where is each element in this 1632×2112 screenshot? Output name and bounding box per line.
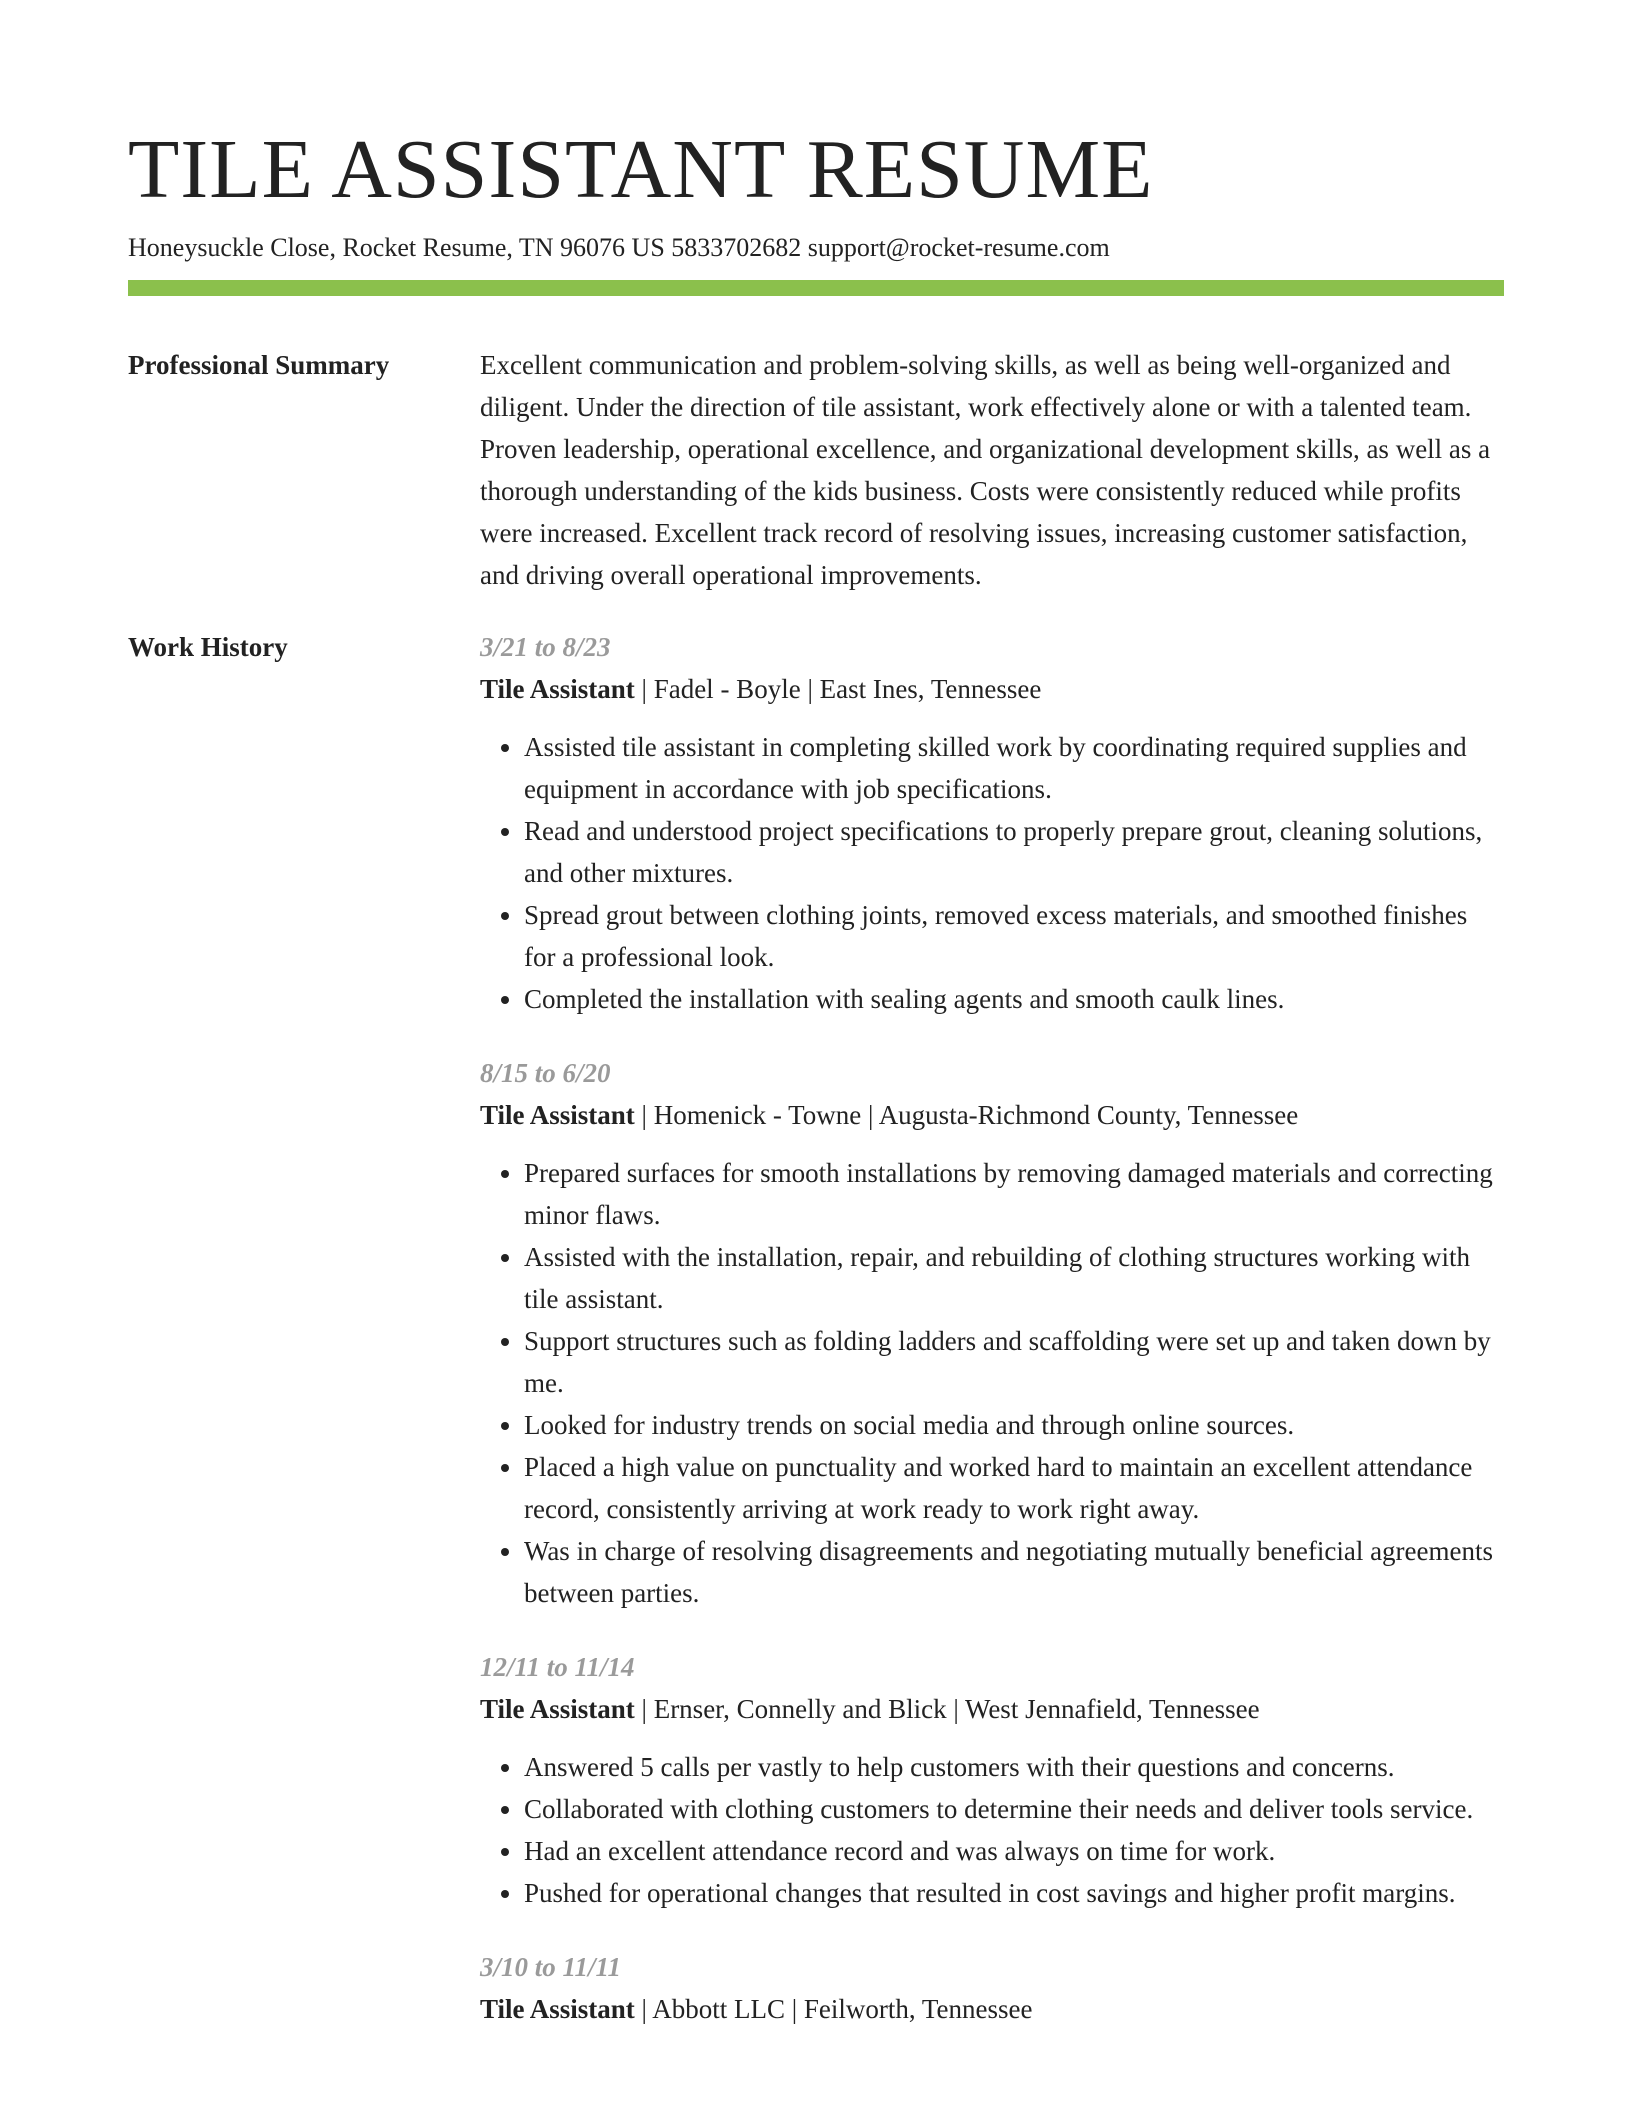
job-title: Tile Assistant bbox=[480, 1100, 635, 1130]
job-separator: | bbox=[634, 1694, 654, 1724]
work-history-label: Work History bbox=[128, 632, 288, 662]
job-title: Tile Assistant bbox=[480, 674, 635, 704]
job-location: East Ines, Tennessee bbox=[819, 674, 1042, 704]
job-heading bbox=[480, 1094, 1504, 1136]
job-duty-item: • Assisted tile assistant in completing skilled work by coordinating required supplies and equipment in accordance with job specifications. bbox=[524, 726, 1504, 810]
job-duty-item: • Pushed for operational changes that resulted in cost savings and higher profit margins. bbox=[524, 1872, 1504, 1914]
work-history-section bbox=[128, 626, 1504, 2062]
job-separator: | bbox=[634, 1994, 653, 2024]
job-duties-list bbox=[480, 726, 1504, 1020]
professional-summary-body bbox=[480, 344, 1504, 596]
professional-summary-section bbox=[128, 344, 1504, 596]
job-heading bbox=[480, 1988, 1504, 2030]
job-location: Augusta-Richmond County, Tennessee bbox=[878, 1100, 1299, 1130]
job-duty-item: • Placed a high value on punctuality and worked hard to maintain an excellent attendance record, consistently arriving at work ready to work right away. bbox=[524, 1446, 1504, 1530]
job-duty-item: • Read and understood project specifications to properly prepare grout, cleaning solutions, and other mixtures. bbox=[524, 810, 1504, 894]
job-duty-item: • Support structures such as folding ladders and scaffolding were set up and taken down by me. bbox=[524, 1320, 1504, 1404]
job-company: Homenick - Towne bbox=[653, 1100, 862, 1130]
job-duty-item: • Looked for industry trends on social media and through online sources. bbox=[524, 1404, 1504, 1446]
job-heading bbox=[480, 668, 1504, 710]
professional-summary-label: Professional Summary bbox=[128, 350, 390, 380]
job-duty-item: • Completed the installation with sealing agents and smooth caulk lines. bbox=[524, 978, 1504, 1020]
job-title: Tile Assistant bbox=[480, 1994, 635, 2024]
job-separator: | bbox=[634, 1100, 654, 1130]
resume-title: TILE ASSISTANT RESUME bbox=[128, 123, 1154, 216]
job-entry bbox=[480, 626, 1504, 1020]
job-dates: 3/10 to 11/11 bbox=[480, 1952, 622, 1982]
job-dates: 8/15 to 6/20 bbox=[480, 1058, 611, 1088]
job-location: West Jennafield, Tennessee bbox=[965, 1694, 1260, 1724]
job-duties-list bbox=[480, 1152, 1504, 1614]
job-dates: 3/21 to 8/23 bbox=[480, 632, 611, 662]
job-entry bbox=[480, 1946, 1504, 2030]
job-company: Abbott LLC bbox=[652, 1994, 785, 2024]
job-entry bbox=[480, 1052, 1504, 1614]
professional-summary-text: Excellent communication and problem-solving skills, as well as being well-organized and diligent. Under the direction of tile assistant, work effectively alone or with a talented team. Proven leadership, operational excellence, and organizational development skills, as well as a thorough understanding of the kids business. Costs were consistently reduced while profits were increased. Excellent track record of resolving issues, increasing customer satisfaction, and driving overall operational improvements. bbox=[480, 350, 1491, 590]
job-duty-item: • Was in charge of resolving disagreements and negotiating mutually beneficial agreements between parties. bbox=[524, 1530, 1504, 1614]
header-divider bbox=[128, 280, 1504, 296]
job-duty-item: • Answered 5 calls per vastly to help customers with their questions and concerns. bbox=[524, 1746, 1504, 1788]
job-separator: | bbox=[800, 674, 820, 704]
job-heading bbox=[480, 1688, 1504, 1730]
job-duty-item: • Assisted with the installation, repair, and rebuilding of clothing structures working with tile assistant. bbox=[524, 1236, 1504, 1320]
job-duty-item: • Spread grout between clothing joints, removed excess materials, and smoothed finishes for a professional look. bbox=[524, 894, 1504, 978]
job-duties-list bbox=[480, 1746, 1504, 1914]
job-separator: | bbox=[634, 674, 654, 704]
job-duty-item: • Had an excellent attendance record and was always on time for work. bbox=[524, 1830, 1504, 1872]
job-separator: | bbox=[784, 1994, 804, 2024]
job-location: Feilworth, Tennessee bbox=[803, 1994, 1033, 2024]
job-entry bbox=[480, 1646, 1504, 1914]
job-separator: | bbox=[861, 1100, 879, 1130]
job-duty-item: • Prepared surfaces for smooth installations by removing damaged materials and correcting minor flaws. bbox=[524, 1152, 1504, 1236]
job-separator: | bbox=[946, 1694, 965, 1724]
job-duty-item: • Collaborated with clothing customers to determine their needs and deliver tools service. bbox=[524, 1788, 1504, 1830]
work-history-list bbox=[480, 626, 1504, 2062]
job-dates: 12/11 to 11/14 bbox=[480, 1652, 635, 1682]
contact-line: Honeysuckle Close, Rocket Resume, TN 96076 US 5833702682 support@rocket-resume.com bbox=[128, 233, 1110, 262]
job-company: Fadel - Boyle bbox=[653, 674, 801, 704]
resume-page bbox=[128, 120, 1504, 2062]
job-title: Tile Assistant bbox=[480, 1694, 635, 1724]
job-company: Ernser, Connelly and Blick bbox=[653, 1694, 947, 1724]
